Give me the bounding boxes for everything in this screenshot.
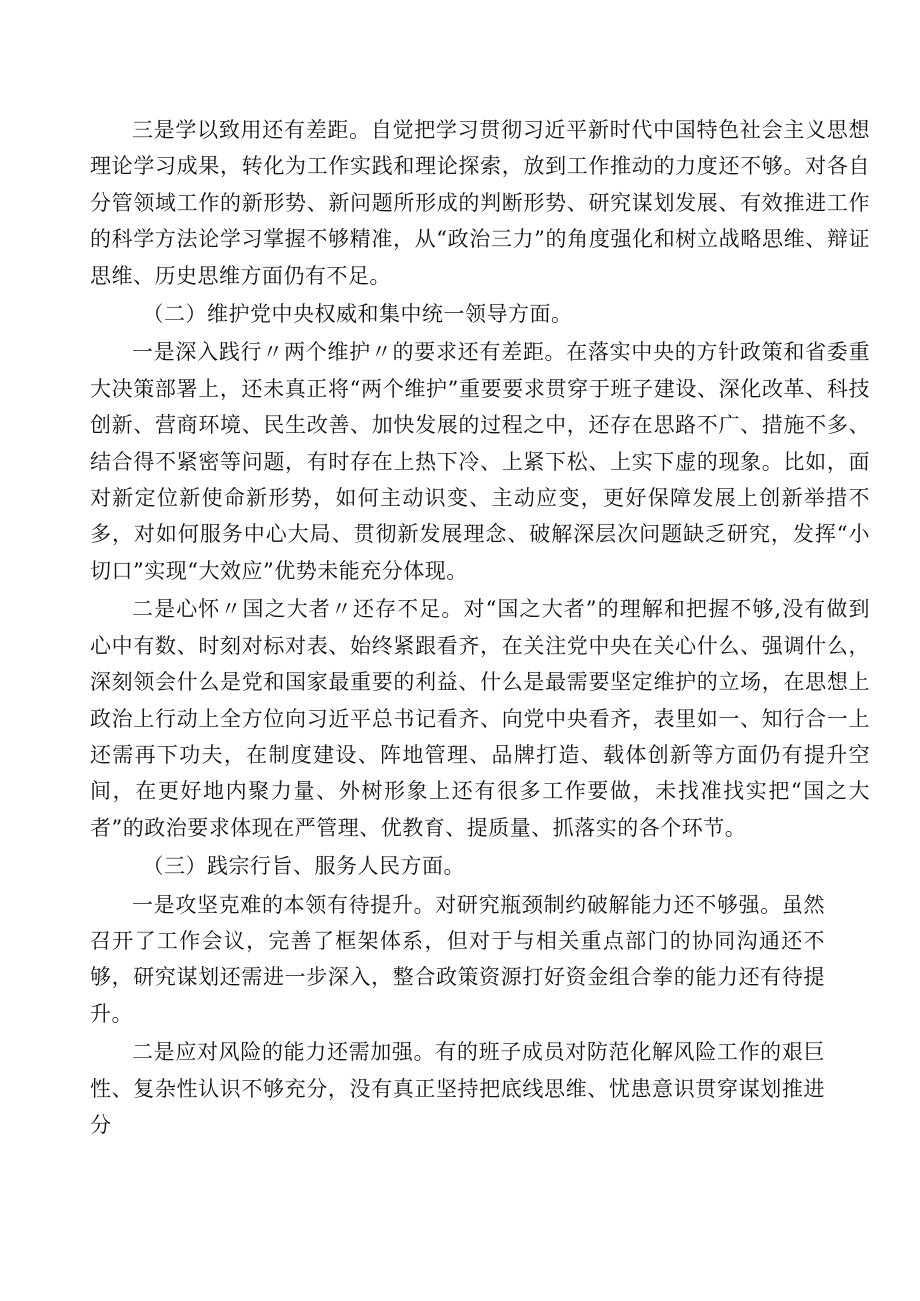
paragraph-risk-response: 二是应对风险的能力还需加强。有的班子成员对防范化解风险工作的艰巨性、复杂性认识不够充分，没有真正坚持把底线思维、忧患意识贯穿谋划推进分 bbox=[90, 1040, 825, 1137]
section-heading-3: （三）践宗行旨、服务人民方面。 bbox=[142, 854, 465, 879]
section-heading-2: （二）维护党中央权威和集中统一领导方面。 bbox=[142, 302, 573, 327]
paragraph-tackling-difficulties: 一是攻坚克难的本领有待提升。对研究瓶颈制约破解能力还不够强。虽然召开了工作会议，完善了框架体系，但对于与相关重点部门的协同沟通还不够，研究谋划还需进一步深入，整合政策资源打好资金组合拳的能力还有待提升。 bbox=[90, 892, 825, 1026]
paragraph-study-application: 三是学以致用还有差距。自觉把学习贯彻习近平新时代中国特色社会主义思想理论学习成果，转化为工作实践和理论探索，放到工作推动的力度还不够。对各自分管领域工作的新形势、新问题所形成的判断形势、研究谋划发展、有效推进工作的科学方法论学习掌握不够精准，从“政治三力”的角度强化和树立战略思维、辩证思维、历史思维方面仍有不足。 bbox=[90, 118, 870, 288]
document-body bbox=[90, 112, 870, 1143]
paragraph-country-priorities: 二是心怀〃国之大者〃还存不足。对“国之大者”的理解和把握不够,没有做到心中有数、时刻对标对表、始终紧跟看齐，在关注党中央在关心什么、强调什么，深刻领会什么是党和国家最重要的利益、什么是最需要坚定维护的立场，在思想上政治上行动上全方位向习近平总书记看齐、向党中央看齐，表里如一、知行合一上还需再下功夫，在制度建设、阵地管理、品牌打造、载体创新等方面仍有提升空间，在更好地内聚力量、外树形象上还有很多工作要做，未找准找实把“国之大者”的政治要求体现在严管理、优教育、提质量、抓落实的各个环节。 bbox=[90, 597, 870, 840]
paragraph-two-safeguards: 一是深入践行〃两个维护〃的要求还有差距。在落实中央的方针政策和省委重大决策部署上，还未真正将“两个维护”重要要求贯穿于班子建设、深化改革、科技创新、营商环境、民生改善、加快发展的过程之中，还存在思路不广、措施不多、结合得不紧密等问题，有时存在上热下冷、上紧下松、上实下虚的现象。比如，面对新定位新使命新形势，如何主动识变、主动应变，更好保障发展上创新举措不多，对如何服务中心大局、贯彻新发展理念、破解深层次问题缺乏研究，发挥“小切口”实现“大效应”优势未能充分体现。 bbox=[90, 340, 870, 583]
